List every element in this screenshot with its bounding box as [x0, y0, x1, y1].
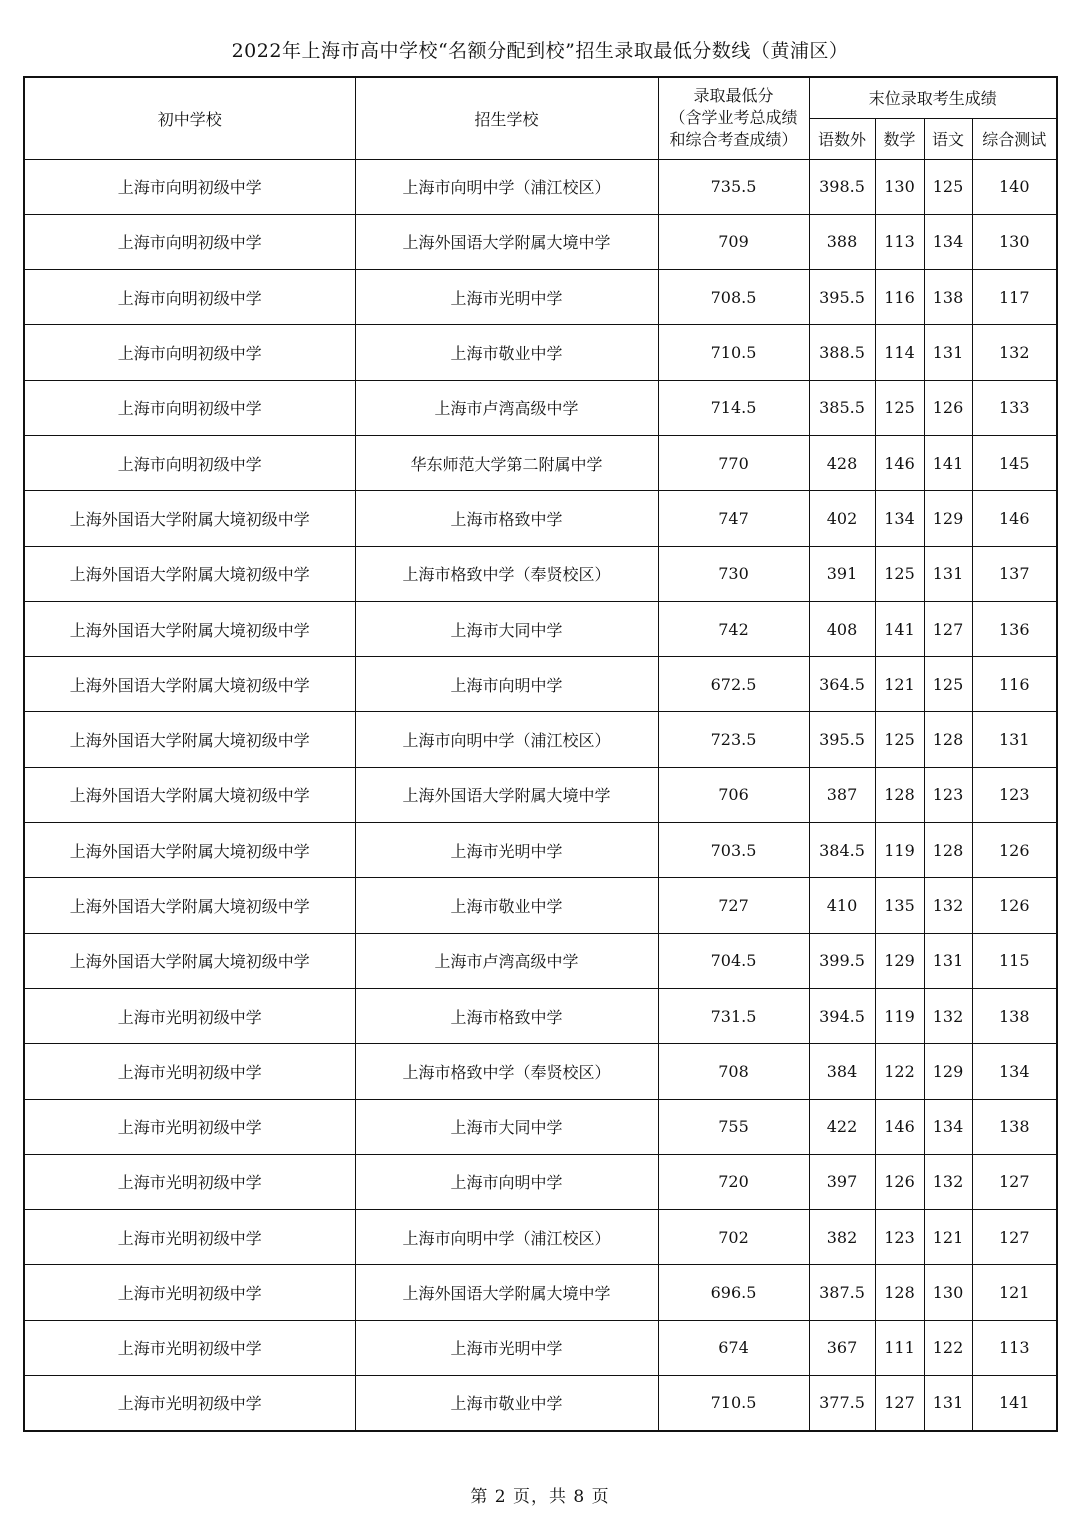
- cell-junior-school: 上海市光明初级中学: [24, 1265, 355, 1320]
- cell-enroll-school: 上海市格致中学: [355, 491, 658, 546]
- cell-chinese: 134: [924, 1099, 972, 1154]
- cell-chinese: 125: [924, 159, 972, 214]
- cell-yuwaishu: 385.5: [809, 380, 875, 435]
- cell-chinese: 126: [924, 380, 972, 435]
- cell-chinese: 128: [924, 712, 972, 767]
- table-row: [24, 1099, 1057, 1154]
- cell-comprehensive: 145: [972, 435, 1057, 490]
- cell-math: 129: [875, 933, 924, 988]
- cell-junior-school: 上海外国语大学附属大境初级中学: [24, 767, 355, 822]
- cell-chinese: 141: [924, 435, 972, 490]
- cell-min-score: 710.5: [658, 1376, 809, 1431]
- cell-math: 125: [875, 546, 924, 601]
- cell-min-score: 742: [658, 601, 809, 656]
- table-row: [24, 325, 1057, 380]
- cell-yuwaishu: 384: [809, 1044, 875, 1099]
- table-row: [24, 988, 1057, 1043]
- cell-math: 122: [875, 1044, 924, 1099]
- cell-min-score: 770: [658, 435, 809, 490]
- cell-min-score: 710.5: [658, 325, 809, 380]
- cell-yuwaishu: 388: [809, 214, 875, 269]
- cell-yuwaishu: 422: [809, 1099, 875, 1154]
- cell-min-score: 727: [658, 878, 809, 933]
- cell-chinese: 129: [924, 1044, 972, 1099]
- cell-comprehensive: 132: [972, 325, 1057, 380]
- header-chinese: 语文: [924, 118, 972, 159]
- cell-min-score: 755: [658, 1099, 809, 1154]
- cell-min-score: 735.5: [658, 159, 809, 214]
- cell-comprehensive: 138: [972, 1099, 1057, 1154]
- header-junior-school: 初中学校: [24, 77, 355, 159]
- cell-yuwaishu: 395.5: [809, 712, 875, 767]
- cell-junior-school: 上海市向明初级中学: [24, 380, 355, 435]
- table-row: [24, 601, 1057, 656]
- cell-enroll-school: 上海市向明中学（浦江校区）: [355, 159, 658, 214]
- cell-chinese: 131: [924, 325, 972, 380]
- cell-min-score: 720: [658, 1154, 809, 1209]
- table-row: [24, 435, 1057, 490]
- cell-min-score: 714.5: [658, 380, 809, 435]
- cell-min-score: 696.5: [658, 1265, 809, 1320]
- table-row: [24, 878, 1057, 933]
- cell-comprehensive: 121: [972, 1265, 1057, 1320]
- cell-min-score: 730: [658, 546, 809, 601]
- cell-comprehensive: 138: [972, 988, 1057, 1043]
- cell-enroll-school: 上海市光明中学: [355, 823, 658, 878]
- cell-comprehensive: 131: [972, 712, 1057, 767]
- cell-chinese: 122: [924, 1320, 972, 1375]
- cell-yuwaishu: 391: [809, 546, 875, 601]
- cell-junior-school: 上海市向明初级中学: [24, 325, 355, 380]
- cell-enroll-school: 上海外国语大学附属大境中学: [355, 767, 658, 822]
- cell-math: 113: [875, 214, 924, 269]
- cell-junior-school: 上海外国语大学附属大境初级中学: [24, 878, 355, 933]
- admission-score-table: [23, 76, 1058, 1432]
- cell-enroll-school: 上海市格致中学（奉贤校区）: [355, 1044, 658, 1099]
- cell-math: 128: [875, 1265, 924, 1320]
- cell-junior-school: 上海市向明初级中学: [24, 159, 355, 214]
- cell-min-score: 747: [658, 491, 809, 546]
- table-row: [24, 546, 1057, 601]
- cell-yuwaishu: 408: [809, 601, 875, 656]
- cell-yuwaishu: 410: [809, 878, 875, 933]
- cell-comprehensive: 134: [972, 1044, 1057, 1099]
- cell-chinese: 131: [924, 1376, 972, 1431]
- cell-math: 123: [875, 1210, 924, 1265]
- cell-yuwaishu: 367: [809, 1320, 875, 1375]
- header-min-score-line2: （含学业考总成绩: [669, 108, 798, 128]
- cell-min-score: 709: [658, 214, 809, 269]
- cell-chinese: 132: [924, 878, 972, 933]
- cell-min-score: 704.5: [658, 933, 809, 988]
- cell-math: 114: [875, 325, 924, 380]
- cell-yuwaishu: 398.5: [809, 159, 875, 214]
- cell-min-score: 723.5: [658, 712, 809, 767]
- cell-yuwaishu: 377.5: [809, 1376, 875, 1431]
- cell-math: 141: [875, 601, 924, 656]
- table-row: [24, 1154, 1057, 1209]
- cell-chinese: 121: [924, 1210, 972, 1265]
- cell-junior-school: 上海外国语大学附属大境初级中学: [24, 657, 355, 712]
- cell-math: 128: [875, 767, 924, 822]
- cell-math: 119: [875, 988, 924, 1043]
- table-body: [24, 159, 1057, 1431]
- cell-enroll-school: 上海市光明中学: [355, 270, 658, 325]
- cell-chinese: 130: [924, 1265, 972, 1320]
- cell-comprehensive: 126: [972, 823, 1057, 878]
- cell-chinese: 128: [924, 823, 972, 878]
- cell-junior-school: 上海外国语大学附属大境初级中学: [24, 546, 355, 601]
- cell-enroll-school: 华东师范大学第二附属中学: [355, 435, 658, 490]
- cell-comprehensive: 127: [972, 1210, 1057, 1265]
- cell-comprehensive: 136: [972, 601, 1057, 656]
- cell-chinese: 131: [924, 546, 972, 601]
- cell-min-score: 708.5: [658, 270, 809, 325]
- cell-junior-school: 上海外国语大学附属大境初级中学: [24, 491, 355, 546]
- cell-junior-school: 上海市光明初级中学: [24, 1099, 355, 1154]
- cell-math: 146: [875, 435, 924, 490]
- table-row: [24, 1210, 1057, 1265]
- cell-chinese: 138: [924, 270, 972, 325]
- cell-yuwaishu: 428: [809, 435, 875, 490]
- cell-enroll-school: 上海市大同中学: [355, 1099, 658, 1154]
- table-row: [24, 270, 1057, 325]
- cell-math: 121: [875, 657, 924, 712]
- cell-math: 130: [875, 159, 924, 214]
- header-comprehensive: 综合测试: [972, 118, 1057, 159]
- cell-enroll-school: 上海市敬业中学: [355, 878, 658, 933]
- cell-enroll-school: 上海市向明中学: [355, 657, 658, 712]
- header-min-score-line1: 录取最低分: [693, 86, 774, 106]
- cell-math: 146: [875, 1099, 924, 1154]
- cell-yuwaishu: 384.5: [809, 823, 875, 878]
- cell-comprehensive: 117: [972, 270, 1057, 325]
- cell-chinese: 123: [924, 767, 972, 822]
- cell-enroll-school: 上海市光明中学: [355, 1320, 658, 1375]
- cell-math: 125: [875, 712, 924, 767]
- table-header: [24, 77, 1057, 159]
- cell-junior-school: 上海外国语大学附属大境初级中学: [24, 601, 355, 656]
- cell-comprehensive: 127: [972, 1154, 1057, 1209]
- page-footer: 第 2 页，共 8 页: [470, 1487, 610, 1507]
- cell-min-score: 731.5: [658, 988, 809, 1043]
- cell-comprehensive: 126: [972, 878, 1057, 933]
- cell-chinese: 131: [924, 933, 972, 988]
- cell-comprehensive: 133: [972, 380, 1057, 435]
- table-row: [24, 491, 1057, 546]
- table-row: [24, 712, 1057, 767]
- cell-enroll-school: 上海市格致中学（奉贤校区）: [355, 546, 658, 601]
- cell-min-score: 674: [658, 1320, 809, 1375]
- cell-yuwaishu: 399.5: [809, 933, 875, 988]
- cell-junior-school: 上海市光明初级中学: [24, 1210, 355, 1265]
- cell-enroll-school: 上海市卢湾高级中学: [355, 380, 658, 435]
- table-row: [24, 214, 1057, 269]
- cell-enroll-school: 上海市格致中学: [355, 988, 658, 1043]
- cell-chinese: 125: [924, 657, 972, 712]
- cell-chinese: 132: [924, 988, 972, 1043]
- cell-junior-school: 上海市向明初级中学: [24, 214, 355, 269]
- cell-math: 127: [875, 1376, 924, 1431]
- table-row: [24, 1044, 1057, 1099]
- cell-yuwaishu: 402: [809, 491, 875, 546]
- cell-math: 125: [875, 380, 924, 435]
- cell-enroll-school: 上海市向明中学（浦江校区）: [355, 712, 658, 767]
- cell-junior-school: 上海外国语大学附属大境初级中学: [24, 823, 355, 878]
- cell-chinese: 134: [924, 214, 972, 269]
- header-min-score-line3: 和综合考查成绩）: [669, 130, 798, 150]
- cell-chinese: 127: [924, 601, 972, 656]
- cell-min-score: 706: [658, 767, 809, 822]
- cell-junior-school: 上海外国语大学附属大境初级中学: [24, 933, 355, 988]
- cell-chinese: 129: [924, 491, 972, 546]
- table-row: [24, 1376, 1057, 1431]
- cell-enroll-school: 上海市向明中学（浦江校区）: [355, 1210, 658, 1265]
- cell-enroll-school: 上海市敬业中学: [355, 1376, 658, 1431]
- cell-enroll-school: 上海外国语大学附属大境中学: [355, 214, 658, 269]
- header-min-score: [658, 77, 809, 159]
- cell-enroll-school: 上海市卢湾高级中学: [355, 933, 658, 988]
- cell-math: 126: [875, 1154, 924, 1209]
- cell-min-score: 702: [658, 1210, 809, 1265]
- cell-yuwaishu: 364.5: [809, 657, 875, 712]
- cell-comprehensive: 140: [972, 159, 1057, 214]
- cell-junior-school: 上海市光明初级中学: [24, 1320, 355, 1375]
- cell-comprehensive: 115: [972, 933, 1057, 988]
- cell-min-score: 703.5: [658, 823, 809, 878]
- cell-enroll-school: 上海市大同中学: [355, 601, 658, 656]
- table-row: [24, 159, 1057, 214]
- cell-junior-school: 上海市光明初级中学: [24, 988, 355, 1043]
- cell-enroll-school: 上海外国语大学附属大境中学: [355, 1265, 658, 1320]
- cell-math: 135: [875, 878, 924, 933]
- cell-comprehensive: 130: [972, 214, 1057, 269]
- header-math: 数学: [875, 118, 924, 159]
- header-enroll-school: 招生学校: [355, 77, 658, 159]
- cell-yuwaishu: 395.5: [809, 270, 875, 325]
- cell-junior-school: 上海市向明初级中学: [24, 270, 355, 325]
- cell-min-score: 672.5: [658, 657, 809, 712]
- table-row: [24, 657, 1057, 712]
- cell-yuwaishu: 394.5: [809, 988, 875, 1043]
- cell-junior-school: 上海市光明初级中学: [24, 1044, 355, 1099]
- cell-comprehensive: 146: [972, 491, 1057, 546]
- header-yuwaishu: 语数外: [809, 118, 875, 159]
- page-title: 2022年上海市高中学校“名额分配到校”招生录取最低分数线（黄浦区）: [231, 40, 849, 62]
- table-row: [24, 1265, 1057, 1320]
- cell-junior-school: 上海市光明初级中学: [24, 1376, 355, 1431]
- cell-math: 116: [875, 270, 924, 325]
- cell-chinese: 132: [924, 1154, 972, 1209]
- table-row: [24, 933, 1057, 988]
- table-row: [24, 380, 1057, 435]
- cell-min-score: 708: [658, 1044, 809, 1099]
- table-row: [24, 823, 1057, 878]
- cell-yuwaishu: 397: [809, 1154, 875, 1209]
- cell-math: 134: [875, 491, 924, 546]
- cell-yuwaishu: 382: [809, 1210, 875, 1265]
- cell-junior-school: 上海市向明初级中学: [24, 435, 355, 490]
- cell-math: 111: [875, 1320, 924, 1375]
- cell-enroll-school: 上海市敬业中学: [355, 325, 658, 380]
- cell-comprehensive: 123: [972, 767, 1057, 822]
- cell-junior-school: 上海外国语大学附属大境初级中学: [24, 712, 355, 767]
- cell-yuwaishu: 387.5: [809, 1265, 875, 1320]
- cell-comprehensive: 116: [972, 657, 1057, 712]
- cell-enroll-school: 上海市向明中学: [355, 1154, 658, 1209]
- table-row: [24, 767, 1057, 822]
- header-last-student: 末位录取考生成绩: [809, 77, 1057, 118]
- cell-comprehensive: 113: [972, 1320, 1057, 1375]
- cell-yuwaishu: 387: [809, 767, 875, 822]
- cell-comprehensive: 137: [972, 546, 1057, 601]
- cell-math: 119: [875, 823, 924, 878]
- cell-comprehensive: 141: [972, 1376, 1057, 1431]
- cell-yuwaishu: 388.5: [809, 325, 875, 380]
- cell-junior-school: 上海市光明初级中学: [24, 1154, 355, 1209]
- table-row: [24, 1320, 1057, 1375]
